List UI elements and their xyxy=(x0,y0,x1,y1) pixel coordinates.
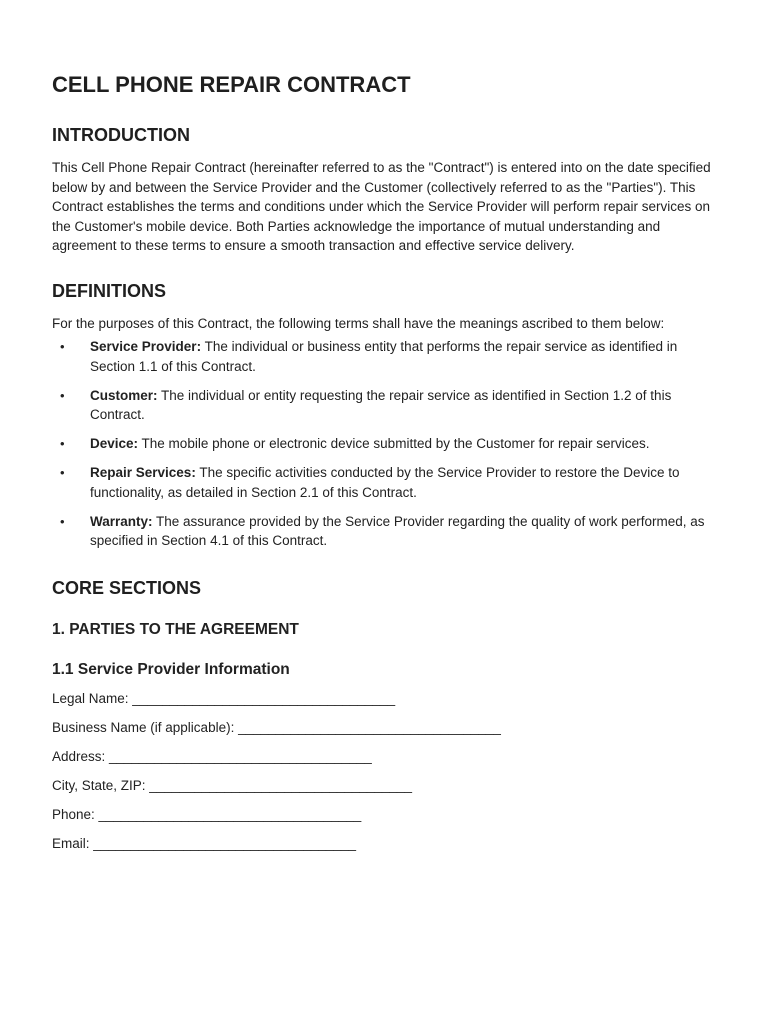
core-sections-heading: CORE SECTIONS xyxy=(52,577,202,598)
definition-term: Customer: xyxy=(90,387,158,403)
definition-item xyxy=(52,337,718,376)
bullet-icon: • xyxy=(60,387,65,403)
definition-item xyxy=(52,463,718,502)
definition-term: Device: xyxy=(90,436,139,451)
definition-text: The specific activities conducted by the Service Provider to restore the Device to functionality, as detailed in Section 2.1 of this Contract. xyxy=(90,465,680,500)
definitions-intro: For the purposes of this Contract, the following terms shall have the meanings ascribed to them below: xyxy=(52,315,665,331)
bullet-icon: • xyxy=(60,513,65,529)
definition-term: Warranty: xyxy=(90,513,153,529)
definitions-heading: DEFINITIONS xyxy=(52,280,167,301)
definition-item xyxy=(52,434,718,454)
document-title: CELL PHONE REPAIR CONTRACT xyxy=(52,72,411,97)
introduction-heading: INTRODUCTION xyxy=(52,125,190,145)
definition-text: The individual or business entity that performs the repair service as identified in Section 1.1 of this Contract. xyxy=(90,339,678,374)
introduction-paragraph: This Cell Phone Repair Contract (hereinafter referred to as the "Contract") is entered into on the date specified below by and between the Service Provider and the Customer (collectively referred to as the "Parties"). This Contract establishes the terms and conditions under which the Service Provider will perform repair services on the Customer's mobile device. Both Parties acknowledge the importance of mutual understanding and agreement to these terms to ensure a smooth transaction and effective service delivery. xyxy=(52,160,711,253)
bullet-icon: • xyxy=(60,436,65,451)
definition-term: Service Provider: xyxy=(90,339,202,354)
document-page xyxy=(52,70,718,863)
phone-field[interactable]: Phone: ___________________________________ xyxy=(52,806,362,822)
definition-item xyxy=(52,386,718,425)
parties-heading: 1. PARTIES TO THE AGREEMENT xyxy=(52,620,299,638)
bullet-icon: • xyxy=(60,339,65,354)
bullet-icon: • xyxy=(60,465,65,480)
service-provider-info-heading: 1.1 Service Provider Information xyxy=(52,660,290,678)
city-state-zip-field[interactable]: City, State, ZIP: ___________________________________ xyxy=(52,777,413,793)
business-name-field[interactable]: Business Name (if applicable): ___________________________________ xyxy=(52,719,501,735)
definition-item xyxy=(52,512,718,551)
definition-term: Repair Services: xyxy=(90,465,196,480)
definitions-list xyxy=(52,337,718,551)
address-field[interactable]: Address: ___________________________________ xyxy=(52,748,372,764)
legal-name-field[interactable]: Legal Name: ___________________________________ xyxy=(52,690,396,706)
definition-text: The assurance provided by the Service Provider regarding the quality of work performed, as specified in Section 4.1 of this Contract. xyxy=(90,513,705,548)
definition-text: The individual or entity requesting the repair service as identified in Section 1.2 of this Contract. xyxy=(90,387,672,422)
definition-text: The mobile phone or electronic device submitted by the Customer for repair services. xyxy=(141,436,650,451)
email-field[interactable]: Email: ___________________________________ xyxy=(52,835,357,851)
